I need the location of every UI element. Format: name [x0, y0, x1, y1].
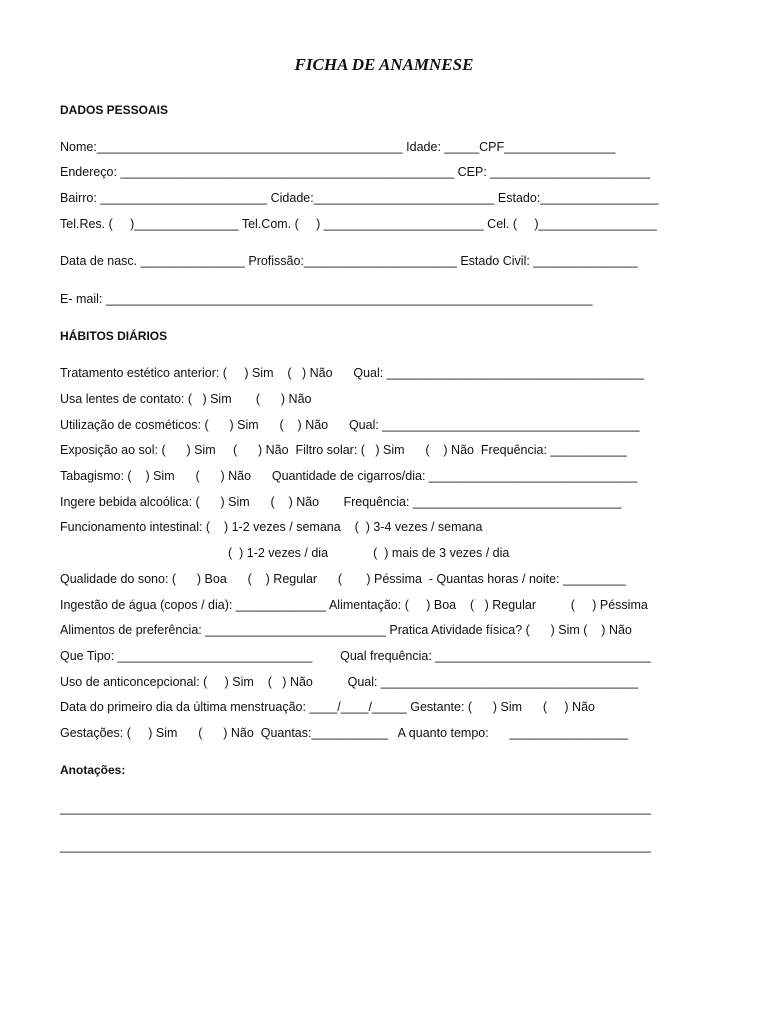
field-agua[interactable]: Ingestão de água (copos / dia): _____________ Alimentação: ( ) Boa ( ) Regular ( ) Péssima [60, 598, 648, 612]
field-sono[interactable]: Qualidade do sono: ( ) Boa ( ) Regular ( ) Péssima - Quantas horas / noite: _________ [60, 572, 626, 586]
field-intestinal-semana[interactable]: Funcionamento intestinal: ( ) 1-2 vezes / semana ( ) 3-4 vezes / semana [60, 520, 483, 534]
form-title: FICHA DE ANAMNESE [294, 55, 474, 74]
field-lentes[interactable]: Usa lentes de contato: ( ) Sim ( ) Não [60, 392, 312, 406]
field-que-tipo[interactable]: Que Tipo: ____________________________ Qual frequência: _______________________________ [60, 649, 651, 663]
field-exposicao-sol[interactable]: Exposição ao sol: ( ) Sim ( ) Não Filtro solar: ( ) Sim ( ) Não Frequência: ___________ [60, 443, 627, 457]
field-bebida[interactable]: Ingere bebida alcoólica: ( ) Sim ( ) Não Frequência: ______________________________ [60, 495, 622, 509]
field-tabagismo[interactable]: Tabagismo: ( ) Sim ( ) Não Quantidade de cigarros/dia: ______________________________ [60, 469, 638, 483]
field-bairro[interactable]: Bairro: ________________________ Cidade:__________________________ Estado:_________________ [60, 191, 659, 205]
field-nascimento[interactable]: Data de nasc. _______________ Profissão:______________________ Estado Civil: _______________ [60, 254, 638, 268]
field-menstruacao[interactable]: Data do primeiro dia da última menstruação: ____/____/_____ Gestante: ( ) Sim ( ) Não [60, 700, 595, 714]
field-anticoncepcional[interactable]: Uso de anticoncepcional: ( ) Sim ( ) Não Qual: _____________________________________ [60, 675, 639, 689]
section-notes-heading: Anotações: [60, 763, 126, 777]
field-gestacoes[interactable]: Gestações: ( ) Sim ( ) Não Quantas:___________ A quanto tempo: _________________ [60, 726, 628, 740]
section-habits-heading: HÁBITOS DIÁRIOS [60, 329, 168, 343]
field-alimentos[interactable]: Alimentos de preferência: __________________________ Pratica Atividade física? ( ) Sim ( ) Não [60, 623, 632, 637]
field-endereco[interactable]: Endereço: ________________________________________________ CEP: _______________________ [60, 165, 651, 179]
field-telefones[interactable]: Tel.Res. ( )_______________ Tel.Com. ( ) _______________________ Cel. ( )_________________ [60, 217, 657, 231]
field-tratamento[interactable]: Tratamento estético anterior: ( ) Sim ( ) Não Qual: _____________________________________ [60, 366, 644, 380]
notes-line-2[interactable]: _____________________________________________________________________________________ [60, 839, 651, 853]
section-personal-heading: DADOS PESSOAIS [60, 103, 169, 117]
field-cosmeticos[interactable]: Utilização de cosméticos: ( ) Sim ( ) Não Qual: _____________________________________ [60, 418, 640, 432]
field-intestinal-dia[interactable]: ( ) 1-2 vezes / dia ( ) mais de 3 vezes / dia [228, 546, 510, 560]
notes-line-1[interactable]: _____________________________________________________________________________________ [60, 801, 651, 815]
field-email[interactable]: E- mail: ______________________________________________________________________ [60, 292, 593, 306]
field-nome[interactable]: Nome:____________________________________________ Idade: _____CPF________________ [60, 140, 616, 154]
